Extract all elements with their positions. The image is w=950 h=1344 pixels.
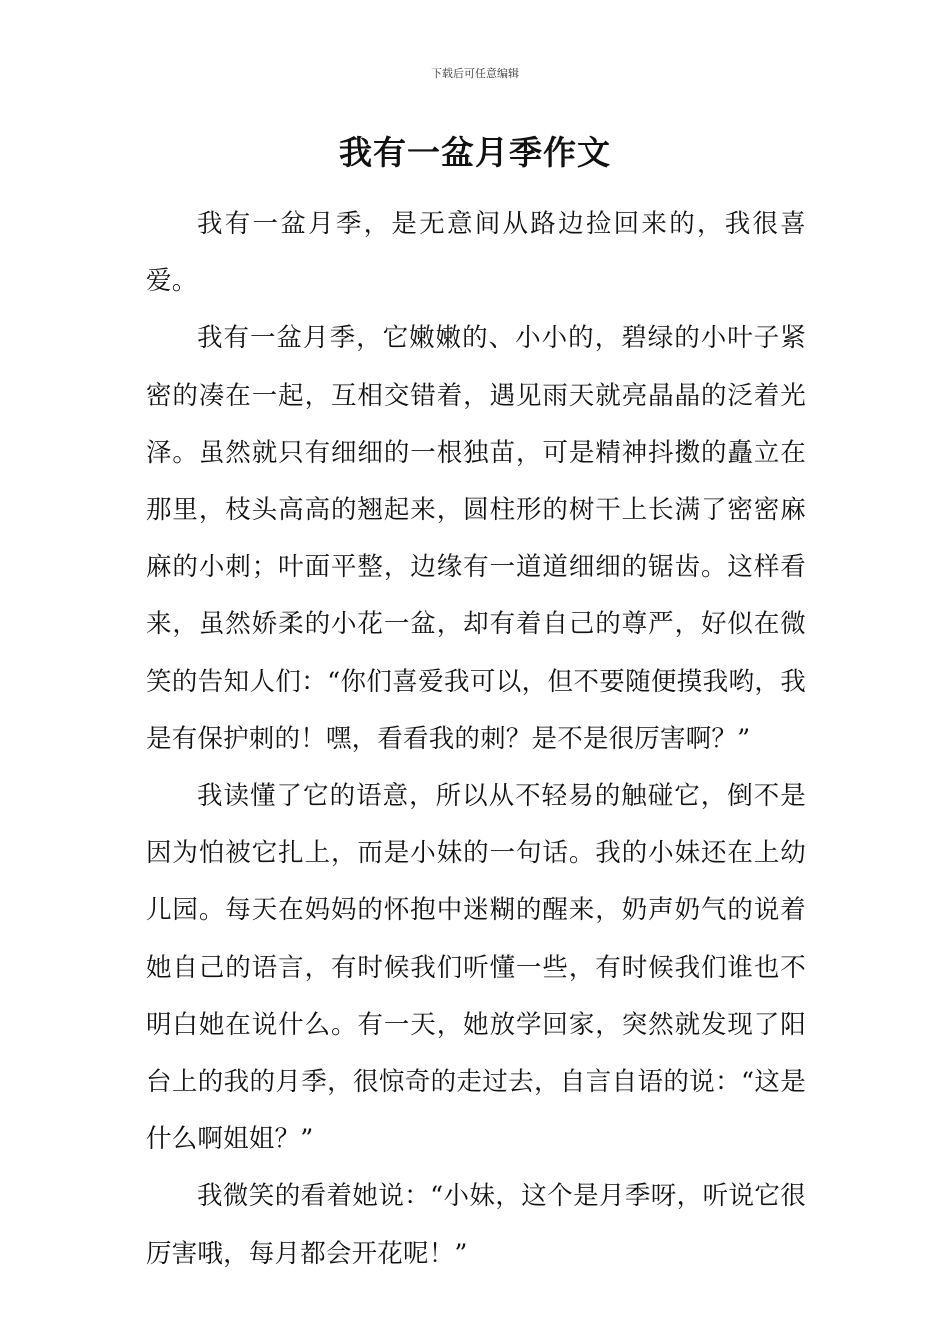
paragraph-2: 我有一盆月季，它嫩嫩的、小小的，碧绿的小叶子紧密的凑在一起，互相交错着，遇见雨天就亮晶晶的泛着光泽。虽然就只有细细的一根独苗，可是精神抖擞的矗立在那里，枝头高高的翘起来，圆柱形的树干上长满了密密麻麻的小刺；叶面平整，边缘有一道道细细的锯齿。这样看来，虽然娇柔的小花一盆，却有着自己的尊严，好似在微笑的告知人们：“你们喜爱我可以，但不要随便摸我哟，我是有保护刺的！嘿，看看我的刺？是不是很厉害啊？” [146, 323, 806, 754]
paragraph-4: 我微笑的看着她说：“小妹，这个是月季呀，听说它很厉害哦，每月都会开花呢！” [146, 1181, 806, 1269]
header-note: 下载后可任意编辑 [431, 67, 519, 80]
document-title: 我有一盆月季作文 [339, 133, 611, 172]
document-body [146, 196, 806, 1283]
paragraph-1: 我有一盆月季，是无意间从路边捡回来的，我很喜爱。 [146, 209, 806, 297]
paragraph-3: 我读懂了它的语意，所以从不轻易的触碰它，倒不是因为怕被它扎上，而是小妹的一句话。我的小妹还在上幼儿园。每天在妈妈的怀抱中迷糊的醒来，奶声奶气的说着她自己的语言，有时候我们听懂一些，有时候我们谁也不明白她在说什么。有一天，她放学回家，突然就发现了阳台上的我的月季，很惊奇的走过去，自言自语的说：“这是什么啊姐姐？” [146, 781, 806, 1155]
